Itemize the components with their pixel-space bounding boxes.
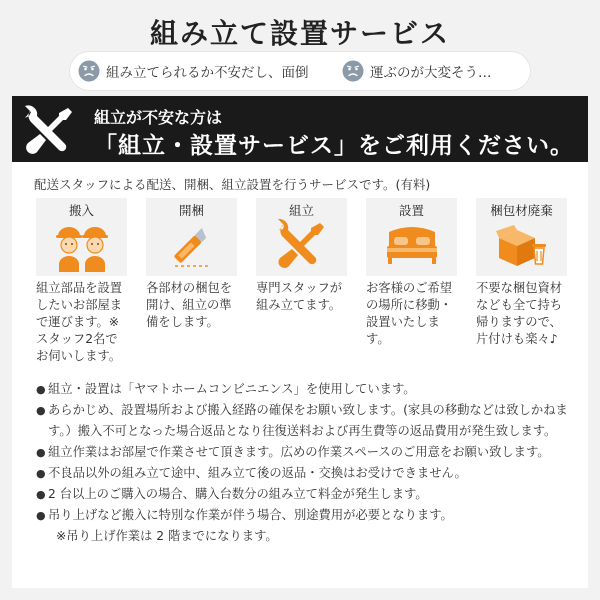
step-label: 設置 [398,203,424,218]
notes-list [36,379,576,547]
wrench-screwdriver-icon [24,104,76,156]
note-item: ● 2 台以上のご購入の場合、購入台数分の組み立て料金が発生します。 [36,484,576,505]
note-item: ● あらかじめ、設置場所および搬入経路の確保をお願い致します。(家具の移動などは致しかねます。）搬入不可となった場合返品となり往復送料および再生費等の返品費用が発生致します。 [36,400,576,442]
worry-bar [70,52,530,90]
step-install [366,198,457,348]
step-carry-in [36,198,127,365]
worry-item [78,60,309,82]
note-item: ● 吊り上げなど搬入に特別な作業が伴う場合、別途費用が必要となります。 [36,505,576,526]
step-card [146,198,237,276]
step-card [476,198,567,276]
two-staff-icon [55,218,109,272]
worried-face-icon [342,60,364,82]
step-card [36,198,127,276]
service-steps [36,198,576,363]
service-panel [12,162,588,588]
page-title: 組み立て設置サービス [149,17,450,50]
note-item: ● 組立作業はお部屋で作業させて頂きます。広めの作業スペースのご用意をお願い致します。 [36,442,576,463]
worried-face-icon [78,60,100,82]
step-disposal [476,198,567,348]
service-intro: 配送スタッフによる配送、開梱、組立設置を行うサービスです。(有料) [34,177,431,192]
bed-icon [385,218,439,272]
step-description: 各部材の梱包を開け、組立の準備をします。 [146,281,233,329]
note-subitem: ※吊り上げ作業は 2 階までになります。 [56,529,278,543]
step-label: 組立 [288,203,314,218]
worry-text: 組み立てられるか不安だし、面倒 [106,65,309,81]
step-label: 開梱 [178,203,204,218]
step-label: 搬入 [68,203,94,218]
step-card [256,198,347,276]
step-description: 不要な梱包資材なども全て持ち帰りますので、片付けも楽々♪ [476,281,563,346]
step-card [366,198,457,276]
service-banner [12,96,588,162]
step-assemble [256,198,347,314]
step-unpack [146,198,237,331]
worry-item [342,60,492,82]
note-item: ● 不良品以外の組み立て途中、組み立て後の返品・交換はお受けできません。 [36,463,576,484]
box-trash-icon [495,218,549,272]
worry-text: 運ぶのが大変そう… [370,65,492,81]
step-description: お客様のご希望の場所に移動・設置いたします。 [366,281,453,346]
step-label: 梱包材廃棄 [490,203,553,218]
banner-line1: 組立が不安な方は [94,108,223,127]
banner-line2: 「組立・設置サービス」をご利用ください。 [94,133,574,159]
step-description: 専門スタッフが組み立てます。 [256,281,343,312]
step-description: 組立部品を設置したいお部屋まで運びます。※スタッフ2名でお伺いします。 [36,281,123,363]
note-item: ● 組立・設置は「ヤマトホームコンビニエンス」を使用しています。 [36,379,576,400]
cutter-knife-icon [165,218,219,272]
tools-icon [275,218,329,272]
